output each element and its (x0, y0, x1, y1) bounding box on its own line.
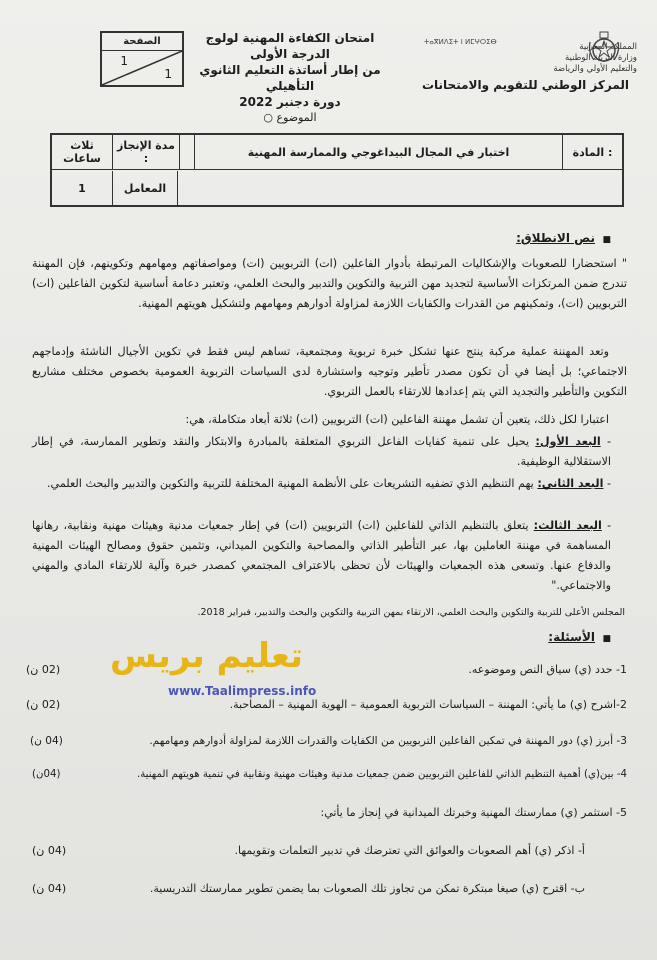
question-2 (26, 698, 627, 718)
page-label: الصفحة (102, 33, 182, 51)
dimension-3-text: يتعلق بالتنظيم الذاتي للفاعلين (ات) التربويين (ات) في إطار جمعيات مدنية وهيئات مهنية ونقابية، رهانها المساهمة في مهننة العاملين بها، عبر التأطير الذاتي والمصاحبة والتكوين الميداني، وتثمين حقوق ومصالح الهيئات المهنية والدفاع عنها. وتسعى هذه الجمعيات والهيئات لأن تحظى بالاعتراف المجتمعي كمصدر خبرة وآلية للارتقاء المادي والمهني والاجتماعي." (32, 519, 611, 592)
section-bullet-icon: ■ (602, 634, 611, 644)
subject-value: اختبار في المجال البيداغوجي والممارسة المهنية (194, 135, 562, 169)
exam-title-line-2: من إطار أساتذة التعليم الثانوي التأهيلي (199, 63, 381, 93)
questions-heading: الأسئلة: (548, 630, 595, 644)
question-5a (26, 844, 627, 864)
watermark-url: www.Taalimpress.info (168, 684, 317, 698)
question-points: (02 ن) (26, 698, 61, 711)
dimension-3-label: البعد الثالث: (533, 519, 602, 532)
text-heading: نص الانطلاق: (516, 231, 595, 245)
exam-title-block (190, 30, 390, 126)
page-number-box (100, 31, 184, 87)
subject-label: المادة : (562, 135, 622, 169)
exam-title-line-1: امتحان الكفاءة المهنية لولوج الدرجة الأولى (205, 31, 375, 61)
question-3 (26, 735, 627, 755)
page-current: 1 (120, 54, 128, 68)
question-points: (04 ن) (30, 735, 63, 747)
duration-label: مدة الإنجاز : (112, 135, 180, 169)
question-text: 2-اشرح (ي) ما يأتي: المهننة – السياسات التربوية العمومية – الهوية المهنية – المصاحبة. (229, 698, 627, 711)
info-spacer (180, 135, 194, 169)
question-text: 5- استثمر (ي) ممارستك المهنية وخبرتك الميدانية في إنجاز ما يأتي: (320, 806, 627, 819)
question-4 (26, 769, 627, 789)
topic-text: الموضوع (276, 111, 317, 124)
tifinagh-line: ⵜⴰⴳⵍⴷⵉⵜ ⵏ ⵍⵎⵖⵔⵉⴱ (424, 38, 497, 46)
ministry-name (477, 42, 637, 75)
dimension-2-text: يهم التنظيم الذي تضفيه التشريعات على الأنظمة المهنية المختلفة للتربية والتكوين والتدبير والبحث العلمي. (46, 477, 534, 490)
text-source: المجلس الأعلى للتربية والتكوين والبحث العلمي، الارتقاء بمهن التربية والتكوين والبحث والتدبير، فبراير 2018. (197, 607, 625, 618)
topic-circle-icon: ○ (263, 111, 274, 124)
ministry-line-2: وزارة التربية الوطنية (564, 53, 637, 63)
coefficient-value: 1 (78, 181, 86, 195)
question-5 (26, 806, 627, 826)
coefficient-label: المعامل (112, 171, 178, 205)
exam-info-table (50, 133, 624, 207)
dimension-bullet-icon: - (601, 519, 611, 532)
dimension-1-text: يحيل على تنمية كفايات الفاعل التربوي المتعلقة بالمبادرة والابتكار والنقد وتطوير الممارسة، في إطار الاستقلالية الوظيفية. (32, 435, 611, 468)
dimension-2-label: البعد الثاني: (537, 477, 604, 490)
question-text: 1- حدد (ي) سياق النص وموضوعه. (468, 663, 627, 676)
info-row-subject (52, 135, 622, 170)
text-paragraph-1: " استحضارا للصعوبات والإشكاليات المرتبطة بأدوار الفاعلين (ات) التربويين (ات) ومواصفاتهم ومهامهم وتكوينهم، فإن المهننة تندرج ضمن المرتكزات الأساسية لتجديد مهن التربية والتكوين والتدبير والبحث العلمي، وتعتبر دعامة أساسية لتكوين الفاعلين (ات) التربويين (ات)، وتمكينهم من القدرات والكفايات اللازمة لمزاولة أدوارهم ومهامهم ولتشكيل هويتهم المهنية. (32, 257, 627, 310)
dimension-1 (32, 432, 611, 472)
question-points: (04 ن) (32, 844, 67, 857)
duration-value: ثلاث ساعات (63, 139, 101, 165)
question-points: (04 ن) (32, 882, 67, 895)
question-text: أ- اذكر (ي) أهم الصعوبات والعوائق التي تعترضك في تدبير التعلمات وتقويمها. (234, 844, 585, 857)
dimension-bullet-icon: - (603, 477, 611, 490)
text-paragraph-3: اعتبارا لكل ذلك، يتعين أن تشمل مهننة الفاعلين (ات) التربويين (ات) ثلاثة أبعاد متكاملة، هي: (185, 413, 609, 426)
question-text: ب- اقترح (ي) صيغا مبتكرة تمكن من تجاوز تلك الصعوبات بما يضمن تطوير ممارستك التدريسية. (149, 882, 585, 895)
exam-session: دورة دجنبر 2022 (239, 95, 341, 109)
question-text: 4- بين(ي) أهمية التنظيم الذاتي للفاعلين التربويين ضمن جمعيات مدنية وهيئات مهنية ونقابية في تنمية هويتهم المهنية. (136, 769, 627, 780)
dimension-3 (32, 516, 611, 596)
question-points: (02 ن) (26, 663, 61, 676)
dimension-bullet-icon: - (600, 435, 612, 448)
ministry-line-1: المملكة المغربية (579, 42, 637, 52)
evaluation-center-title: المركز الوطني للتقويم والامتحانات (421, 78, 629, 92)
ministry-line-3: والتعليم الأولي والرياضة (553, 64, 637, 74)
dimension-1-label: البعد الأول: (535, 435, 601, 448)
text-paragraph-2: وتعد المهننة عملية مركبة ينتج عنها تشكل خبرة تربوية ومجتمعية، تساهم ليس فقط في تكوين الأجيال الناشئة وإدماجهم الاجتماعي؛ بل أيضا في أن تكون مصدر تأطير وتوجيه واستشارة لدى السياسات التربوية العمومية بخصوص مختلف مشاريع التكوين والتأطير والتجديد التي يتم إعدادها للارتقاء بالعمل التربوي. (32, 345, 627, 398)
question-text: 3- أبرز (ي) دور المهننة في تمكين الفاعلين التربويين من الكفايات والقدرات اللازمة لمزاولة أدوارهم ومهامهم. (149, 735, 627, 747)
question-1 (26, 663, 627, 683)
watermark-logo-text: تعليم بريس (110, 636, 303, 676)
exam-topic-label (190, 110, 390, 126)
page-total: 1 (164, 67, 172, 81)
section-bullet-icon: ■ (602, 235, 611, 245)
question-points: (04ن) (32, 769, 61, 780)
question-5b (26, 882, 627, 902)
dimension-2 (32, 474, 611, 494)
info-row-coefficient (52, 171, 180, 205)
